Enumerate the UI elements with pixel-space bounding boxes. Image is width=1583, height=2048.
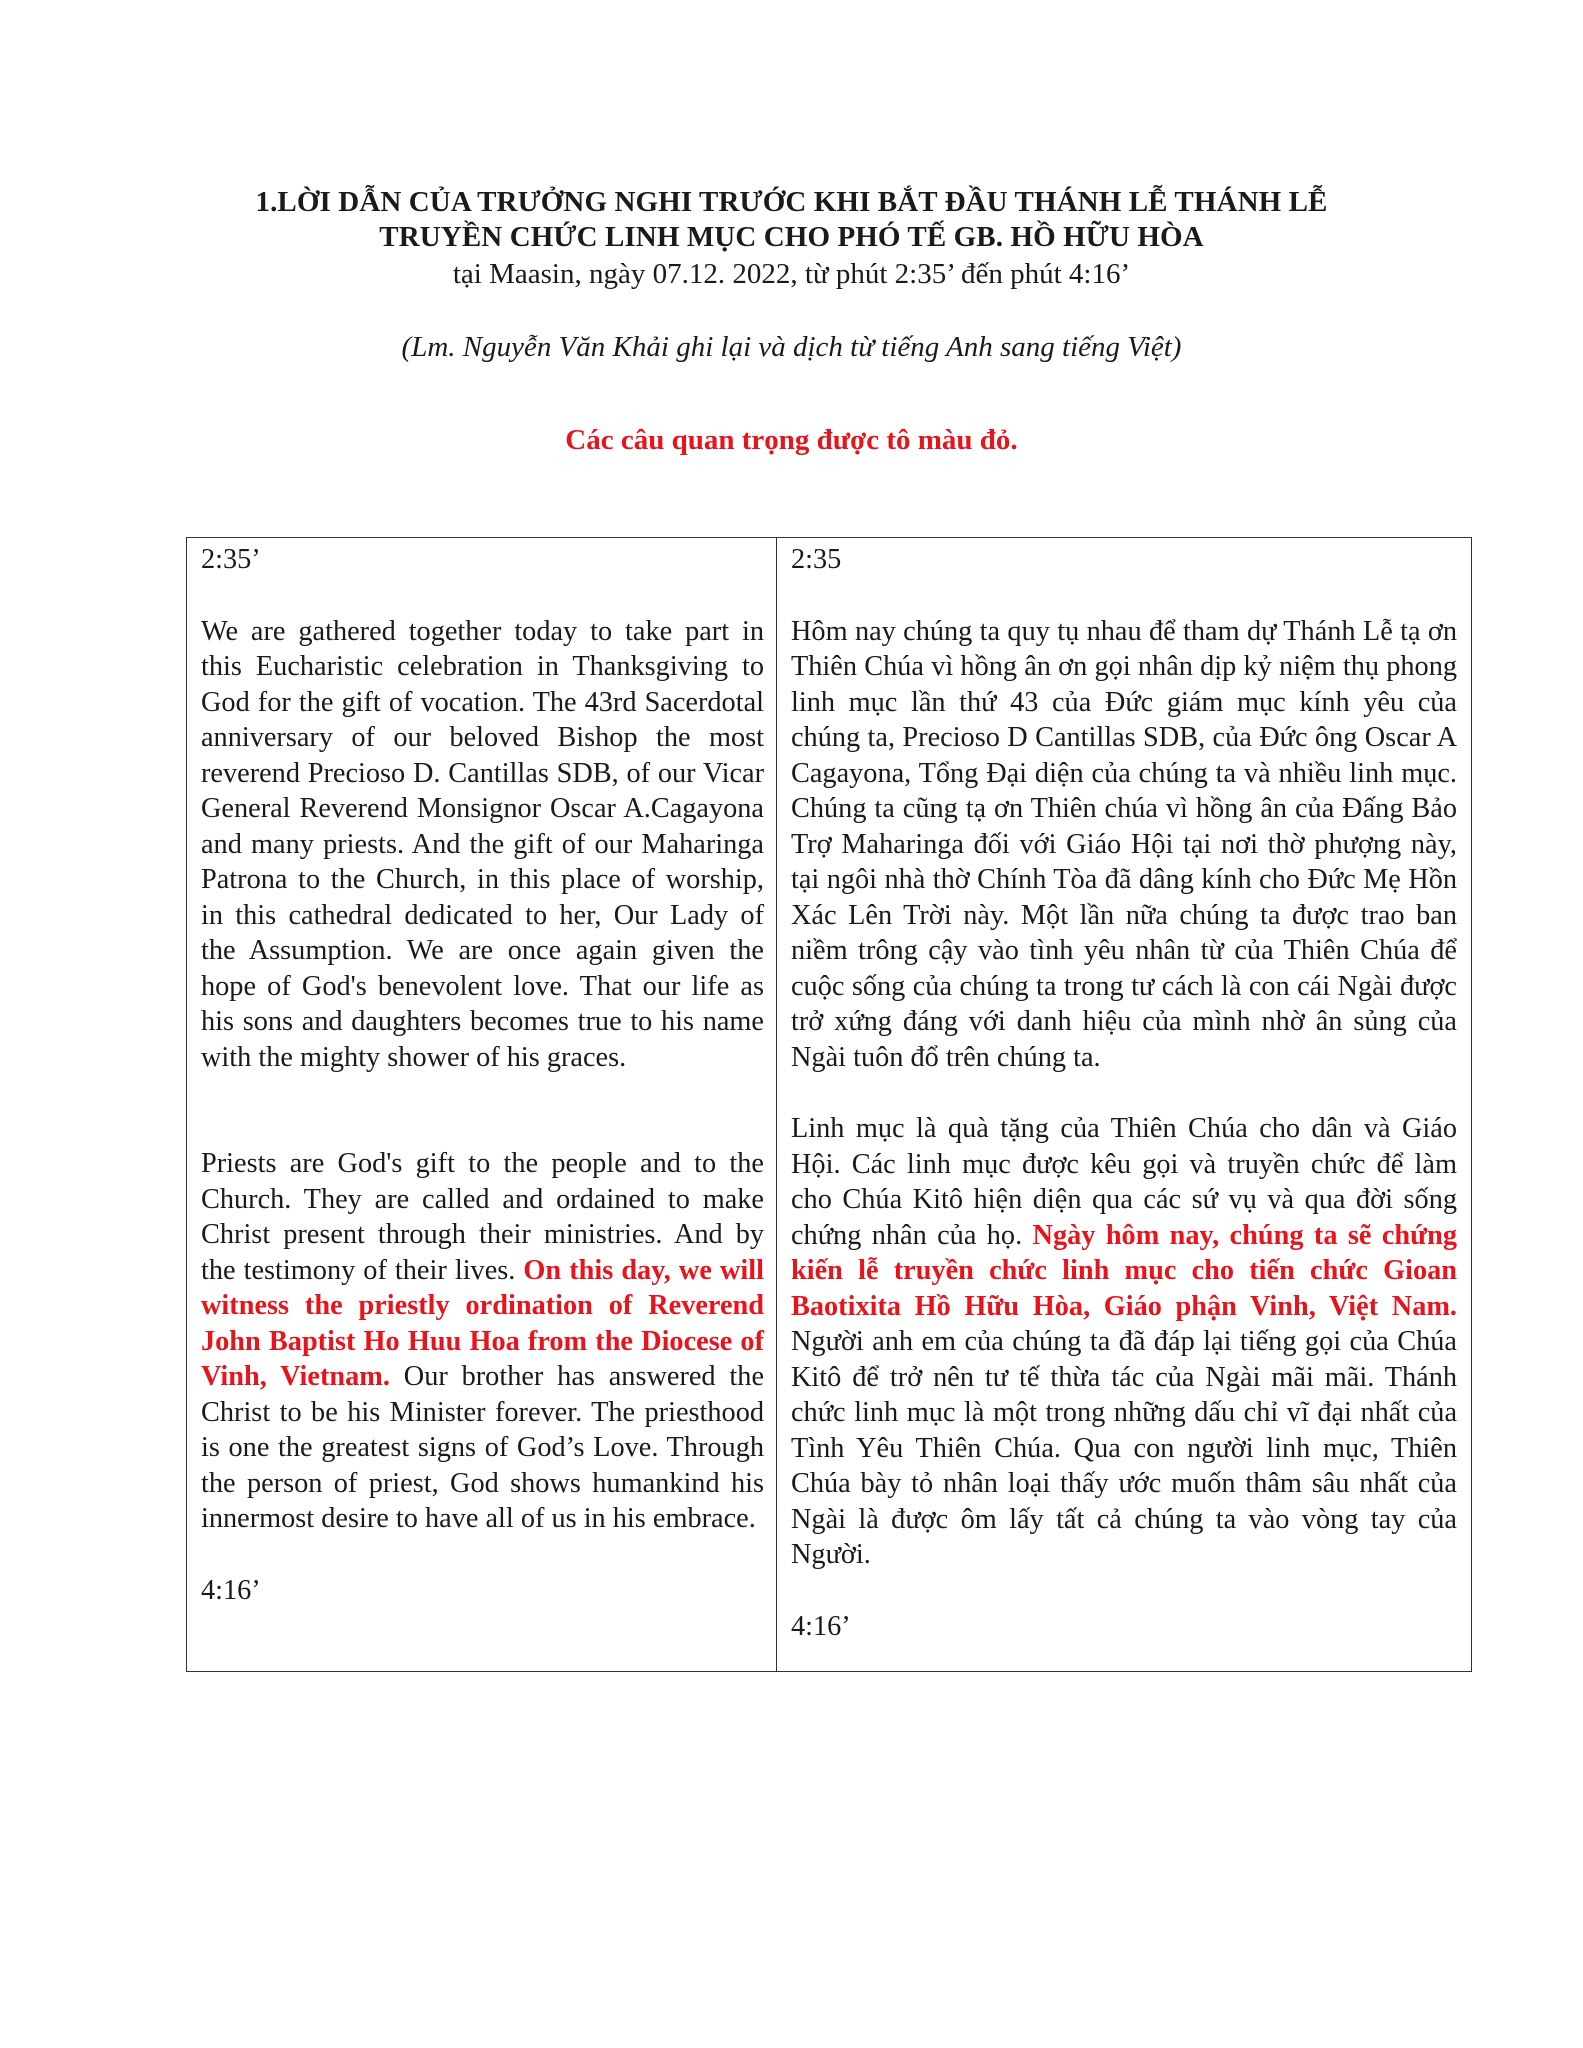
english-paragraph-2-intro: Priests are God's gift to the people and to the Church. They are called and ordained to make Christ present through their ministries. And by the testimony of their lives. [201, 1148, 764, 1286]
english-column [187, 538, 777, 1671]
document-title [150, 185, 1433, 255]
english-start-time: 2:35’ [201, 544, 261, 575]
english-highlighted-sentence: On this day, we will witness the priestly ordination of Reverend John Baptist Ho Huu Hoa from the Diocese of Vinh, Vietnam. [201, 1254, 764, 1392]
translator-credit: (Lm. Nguyễn Văn Khải ghi lại và dịch từ tiếng Anh sang tiếng Việt) [401, 331, 1182, 363]
vietnamese-end-time: 4:16’ [791, 1610, 851, 1642]
vietnamese-column [777, 538, 1471, 1671]
vietnamese-paragraph-2-rest: Người anh em của chúng ta đã đáp lại tiếng gọi của Chúa Kitô để trở nên tư tế thừa tác của Ngài mãi mãi. Thánh chức linh mục là một trong những dấu chỉ vĩ đại nhất của Tình Yêu Thiên Chúa. Qua con người linh mục, Thiên Chúa bày tỏ nhân loại thấy ước muốn thâm sâu nhất của Ngài là được ôm lấy tất cả chúng ta vào vòng tay của Người. [791, 1326, 1457, 1570]
vietnamese-start-time: 2:35 [791, 544, 842, 575]
bilingual-table [186, 537, 1472, 1672]
english-paragraph-1: We are gathered together today to take part in this Eucharistic celebration in Thanksgiving to God for the gift of vocation. The 43rd Sacerdotal anniversary of our beloved Bishop the most reverend Precioso D. Cantillas SDB, of our Vicar General Reverend Monsignor Oscar A.Cagayona and many priests. And the gift of our Maharinga Patrona to the Church, in this place of worship, in this cathedral dedicated to her, Our Lady of the Assumption. We are once again given the hope of God's benevolent love. That our life as his sons and daughters becomes true to his name with the mighty shower of his graces. [201, 615, 764, 1073]
english-paragraph-2 [201, 1146, 764, 1537]
vietnamese-paragraph-1: Hôm nay chúng ta quy tụ nhau để tham dự Thánh Lễ tạ ơn Thiên Chúa vì hồng ân ơn gọi nhân dịp kỷ niệm thụ phong linh mục lần thứ 43 của Đức giám mục kính yêu của chúng ta, Precioso D Cantillas SDB, của Đức ông Oscar A Cagayona, Tổng Đại diện của chúng ta và nhiều linh mục. Chúng ta cũng tạ ơn Thiên chúa vì hồng ân của Đấng Bảo Trợ Maharinga đối với Giáo Hội tại nơi thờ phượng này, tại ngôi nhà thờ Chính Tòa đã dâng kính cho Đức Mẹ Hồn Xác Lên Trời này. Một lần nữa chúng ta được trao ban niềm trông cậy vào tình yêu nhân từ của Thiên Chúa để cuộc sống của chúng ta trong tư cách là con cái Ngài được trở xứng đáng với danh hiệu của mình nhờ ân sủng của Ngài tuôn đổ trên chúng ta. [791, 615, 1457, 1073]
english-end-time: 4:16’ [201, 1574, 261, 1606]
vietnamese-paragraph-2 [791, 1111, 1457, 1573]
vietnamese-highlighted-sentence: Ngày hôm nay, chúng ta sẽ chứng kiến lễ truyền chức linh mục cho tiến chức Gioan Baotixita Hồ Hữu Hòa, Giáo phận Vinh, Việt Nam. [791, 1219, 1457, 1322]
document-subtitle: tại Maasin, ngày 07.12. 2022, từ phút 2:35’ đến phút 4:16’ [452, 258, 1131, 290]
vietnamese-paragraph-2-intro: Linh mục là quà tặng của Thiên Chúa cho dân và Giáo Hội. Các linh mục được kêu gọi và truyền chức để làm cho Chúa Kitô hiện diện qua các sứ vụ và qua đời sống chứng nhân của họ. [791, 1113, 1457, 1251]
english-paragraph-2-rest: Our brother has answered the Christ to be his Minister forever. The priesthood is one the greatest signs of God’s Love. Through the person of priest, God shows humankind his innermost desire to have all of us in his embrace. [201, 1361, 764, 1534]
title-line-2: TRUYỀN CHỨC LINH MỤC CHO PHÓ TẾ GB. HỒ HỮU HÒA [379, 221, 1204, 253]
highlight-note: Các câu quan trọng được tô màu đỏ. [565, 424, 1018, 456]
title-line-1: 1.LỜI DẪN CỦA TRƯỞNG NGHI TRƯỚC KHI BẮT ĐẦU THÁNH LỄ THÁNH LỄ [255, 186, 1328, 218]
